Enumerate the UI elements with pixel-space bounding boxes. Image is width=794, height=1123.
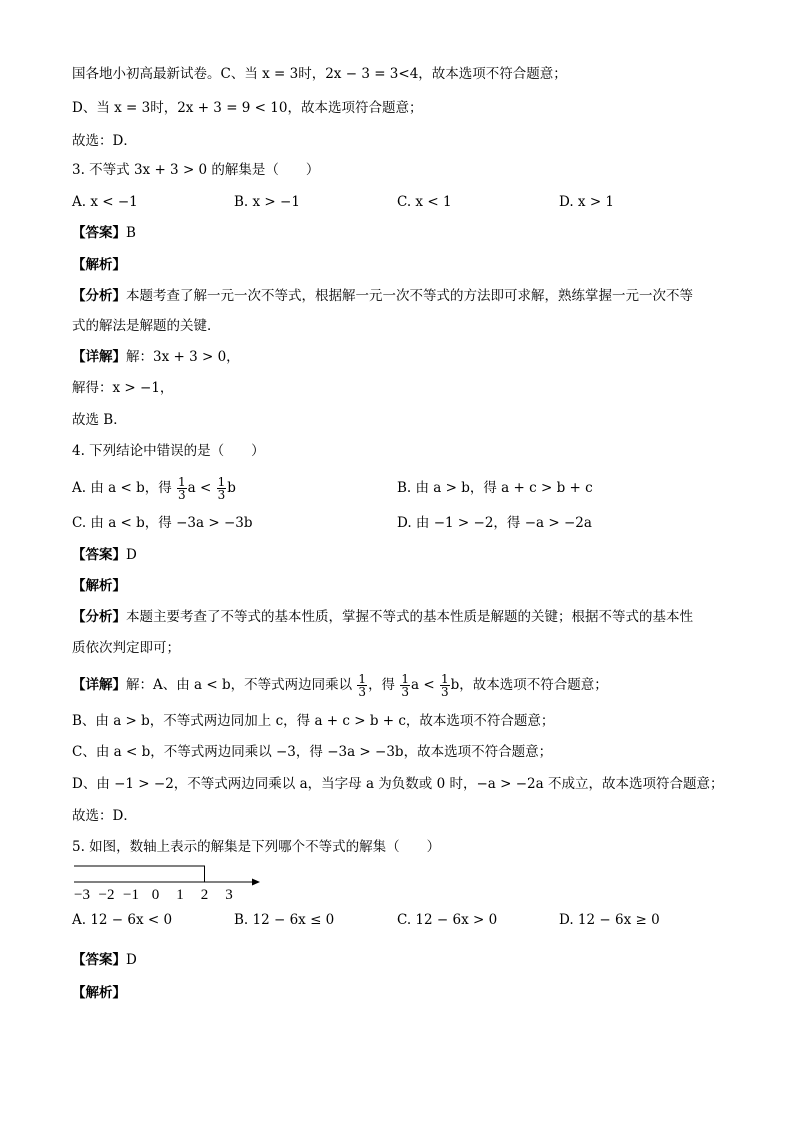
axis-arrow bbox=[252, 879, 260, 886]
fraction bbox=[400, 673, 410, 698]
answer-value: D bbox=[126, 952, 137, 968]
q4-fenxi bbox=[72, 607, 693, 627]
frac-den: 3 bbox=[440, 685, 449, 699]
q3-fenxi bbox=[72, 286, 693, 306]
q4-option-a-pre: A. 由 a < b，得 bbox=[72, 480, 176, 496]
text-line: 故选：D． bbox=[72, 133, 137, 149]
q4-detail-2: B、由 a > b，不等式两边同加上 c，得 a + c > b + c，故本选项不符合题意； bbox=[72, 713, 555, 729]
q4-option-a-end: b bbox=[227, 480, 236, 496]
q4-fenxi-cont: 质依次判定即可； bbox=[72, 640, 180, 656]
q3-option-a: A. x < −1 bbox=[72, 194, 138, 210]
tick-label: 1 bbox=[176, 887, 184, 902]
answer-tag: 【答案】 bbox=[72, 952, 126, 968]
q5-option-a: A. 12 − 6x < 0 bbox=[72, 912, 173, 928]
q4-option-d: D. 由 −1 > −2，得 −a > −2a bbox=[397, 515, 592, 531]
number-line bbox=[70, 858, 270, 902]
detail-text: b，故本选项不符合题意； bbox=[450, 677, 608, 693]
tick-label: −1 bbox=[123, 887, 139, 902]
detail-text: a < bbox=[411, 677, 439, 693]
frac-num: 1 bbox=[217, 475, 226, 489]
q3-option-c: C. x < 1 bbox=[397, 194, 452, 210]
q5-option-b: B. 12 − 6x ≤ 0 bbox=[234, 912, 335, 928]
question-4: 4. 下列结论中错误的是（ ） bbox=[72, 443, 265, 459]
frac-den: 3 bbox=[358, 685, 367, 699]
detail-text: 解：3x + 3 > 0， bbox=[126, 349, 240, 365]
fraction bbox=[217, 476, 227, 501]
q4-answer bbox=[72, 545, 137, 565]
fenxi-text: 本题考查了解一元一次不等式，根据解一元一次不等式的方法即可求解，熟练掌握一元一次不等 bbox=[126, 288, 693, 304]
detail-tag: 【详解】 bbox=[72, 349, 126, 365]
frac-num: 1 bbox=[178, 475, 186, 489]
q4-analysis-tag: 【解析】 bbox=[72, 578, 126, 594]
tick-group bbox=[74, 887, 233, 902]
q3-fenxi-cont: 式的解法是解题的关键． bbox=[72, 318, 221, 334]
tick-label: 3 bbox=[225, 887, 233, 902]
q4-option-a bbox=[72, 476, 236, 501]
q4-option-c: C. 由 a < b，得 −3a > −3b bbox=[72, 515, 253, 531]
tick-label: 0 bbox=[151, 887, 160, 902]
q3-detail bbox=[72, 347, 240, 367]
q5-option-c: C. 12 − 6x > 0 bbox=[397, 912, 498, 928]
frac-den: 3 bbox=[217, 488, 226, 502]
q3-detail-2: 解得：x > −1， bbox=[72, 380, 174, 396]
answer-tag: 【答案】 bbox=[72, 547, 126, 563]
frac-num: 1 bbox=[358, 672, 367, 686]
frac-den: 3 bbox=[178, 488, 186, 502]
detail-text: ，得 bbox=[368, 677, 400, 693]
frac-num: 1 bbox=[440, 672, 449, 686]
tick-label: −3 bbox=[74, 887, 90, 902]
q4-detail-5: 故选：D． bbox=[72, 808, 137, 824]
detail-tag: 【详解】 bbox=[72, 677, 126, 693]
fraction bbox=[177, 476, 187, 501]
fraction bbox=[357, 673, 367, 698]
q3-detail-3: 故选 B． bbox=[72, 412, 127, 428]
q5-option-d: D. 12 − 6x ≥ 0 bbox=[559, 912, 660, 928]
question-3: 3. 不等式 3x + 3 > 0 的解集是（ ） bbox=[72, 162, 320, 178]
frac-num: 1 bbox=[401, 672, 409, 686]
fenxi-text: 本题主要考查了不等式的基本性质，掌握不等式的基本性质是解题的关键；根据不等式的基本性 bbox=[126, 609, 693, 625]
q3-option-b: B. x > −1 bbox=[234, 194, 300, 210]
answer-value: D bbox=[126, 547, 137, 563]
fenxi-tag: 【分析】 bbox=[72, 609, 126, 625]
q3-option-d: D. x > 1 bbox=[559, 194, 615, 210]
q4-detail bbox=[72, 673, 608, 698]
solution-bracket bbox=[74, 866, 205, 882]
q3-answer bbox=[72, 223, 136, 243]
frac-den: 3 bbox=[401, 685, 409, 699]
q4-detail-3: C、由 a < b，不等式两边同乘以 −3，得 −3a > −3b，故本选项不符合题意； bbox=[72, 744, 553, 760]
answer-tag: 【答案】 bbox=[72, 225, 126, 241]
q4-option-a-mid: a < bbox=[187, 480, 216, 496]
text-line: 国各地小初高最新试卷。C、当 x = 3时，2x − 3 = 3<4，故本选项不符合题意； bbox=[72, 66, 567, 82]
answer-value: B bbox=[126, 225, 136, 241]
q4-detail-4: D、由 −1 > −2，不等式两边同乘以 a，当字母 a 为负数或 0 时，−a > −2a 不成立，故本选项符合题意； bbox=[72, 776, 724, 792]
q4-option-b: B. 由 a > b，得 a + c > b + c bbox=[397, 480, 593, 496]
tick-label: 2 bbox=[200, 887, 209, 902]
text-line: D、当 x = 3时，2x + 3 = 9 < 10，故本选项符合题意； bbox=[72, 100, 423, 116]
question-5: 5. 如图，数轴上表示的解集是下列哪个不等式的解集（ ） bbox=[72, 839, 441, 855]
q3-analysis-tag: 【解析】 bbox=[72, 257, 126, 273]
detail-text: 解：A、由 a < b，不等式两边同乘以 bbox=[126, 677, 357, 693]
fraction bbox=[440, 673, 450, 698]
q5-answer bbox=[72, 950, 137, 970]
tick-label: −2 bbox=[98, 887, 115, 902]
q5-analysis-tag: 【解析】 bbox=[72, 985, 126, 1001]
fenxi-tag: 【分析】 bbox=[72, 288, 126, 304]
